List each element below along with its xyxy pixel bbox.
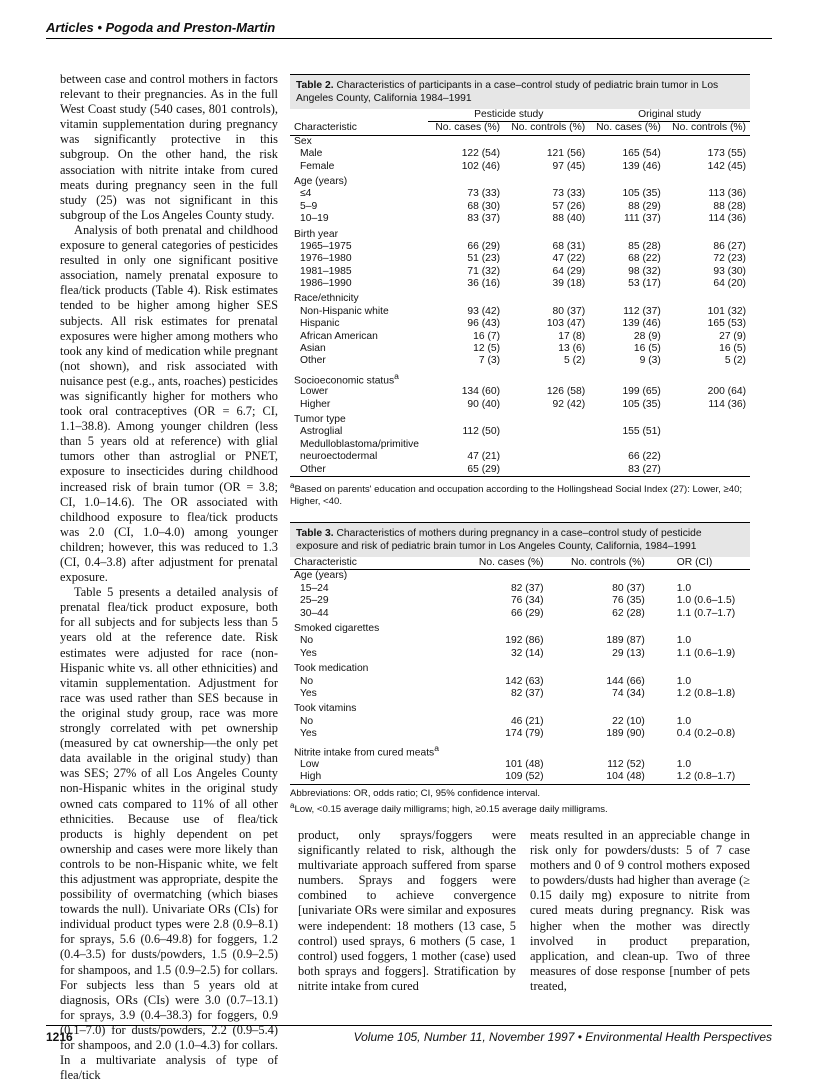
- section-row: [290, 570, 750, 583]
- section-title-text: Nitrite intake from cured meats: [294, 747, 435, 759]
- section-title: [290, 411, 750, 426]
- section-title-text: Age (years): [294, 175, 348, 187]
- table-cell: 53 (17): [628, 278, 661, 290]
- table-cell: 112 (52): [607, 758, 645, 770]
- row-label: Other: [300, 463, 326, 475]
- table-cell: [665, 439, 750, 451]
- row-label: ≤4: [300, 188, 312, 200]
- row-label: Yes: [300, 728, 317, 740]
- column-header: OR (CI): [676, 557, 713, 568]
- table-cell: 64 (29): [552, 265, 586, 277]
- group-header-pesticide: Pesticide study: [428, 109, 589, 122]
- row-label: 1981–1985: [300, 265, 352, 277]
- table-cell: 1.1 (0.6–1.9): [676, 647, 736, 659]
- table-cell: 73 (33): [467, 188, 501, 200]
- section-row: [290, 135, 750, 148]
- bottom-text-column-1: product, only sprays/foggers were significantly related to risk, although the multivariate approach suffered from sparse numbers. Sprays and foggers were combined to achieve convergence [univariate ORs were similar and exposures were independent: 18 mothers (13 case, 5 control) used sprays, 6 mothers (5 case, 1 control) used foggers, 1 mother (case) used both sprays and foggers]. Stratification by nitrite intake from cured: [298, 828, 516, 993]
- table-cell: 47 (21): [467, 451, 501, 463]
- table-cell: 68 (30): [467, 200, 501, 212]
- table-cell: 93 (42): [467, 305, 501, 317]
- table-cell: 64 (20): [713, 278, 746, 290]
- table-cell: 109 (52): [505, 771, 544, 783]
- table-row: [290, 386, 750, 398]
- footnote-marker: a: [434, 743, 439, 754]
- table-row: [290, 676, 750, 688]
- table-cell: 22 (10): [612, 715, 645, 727]
- bottom-text-column-2: meats resulted in an appreciable change in risk only for powders/dusts: 5 of 7 case mothers and 0 of 9 control mothers exposed to powders/dusts had higher than average (≥ 0.15 daily mg) exposure to nitrite from cured meats during pregnancy. Risk was higher when the mother was directly involved in product preparation, application, and clean-up. Two of three measures of dose response [number of pets treated,: [530, 828, 750, 993]
- table-cell: 66 (29): [467, 240, 501, 252]
- table-cell: [504, 426, 589, 438]
- column-header: No. cases (%): [596, 122, 661, 134]
- row-label: neuroectodermal: [300, 451, 378, 463]
- row-label: 1965–1975: [300, 240, 352, 252]
- section-title-text: Age (years): [294, 570, 348, 582]
- row-label: 10–19: [300, 213, 329, 225]
- table-row: [290, 278, 750, 290]
- table-3-label: Table 3.: [296, 528, 334, 539]
- table-cell: 76 (35): [612, 595, 645, 607]
- section-title-text: Smoked cigarettes: [294, 622, 380, 634]
- row-label: African American: [300, 330, 378, 342]
- row-label: 25–29: [300, 595, 329, 607]
- table-cell: 142 (63): [505, 675, 544, 687]
- row-label: 5–9: [300, 200, 318, 212]
- table-cell: 189 (90): [606, 728, 645, 740]
- table-cell: 72 (23): [713, 253, 746, 265]
- table-cell: 105 (35): [622, 398, 661, 410]
- group-header-original: Original study: [589, 109, 750, 122]
- table-cell: 1.1 (0.7–1.7): [676, 607, 736, 619]
- table-row: [290, 266, 750, 278]
- section-title: [290, 135, 750, 148]
- row-label: 1976–1980: [300, 253, 352, 265]
- section-title: [290, 290, 750, 305]
- table-cell: 16 (7): [473, 330, 501, 342]
- row-label: 15–24: [300, 582, 329, 594]
- table-cell: 28 (9): [633, 330, 661, 342]
- row-label: 1986–1990: [300, 278, 352, 290]
- table-cell: 126 (58): [546, 386, 586, 398]
- section-row: [290, 290, 750, 305]
- table-cell: 97 (45): [552, 160, 586, 172]
- table-row: [290, 253, 750, 265]
- table-row: [290, 464, 750, 477]
- footnote-marker: a: [290, 480, 295, 490]
- table-cell: 65 (29): [467, 463, 501, 475]
- table-cell: 114 (36): [708, 398, 746, 410]
- table-cell: [589, 439, 665, 451]
- table-cell: 1.0: [676, 758, 692, 770]
- section-title: [290, 660, 750, 675]
- table-cell: 27 (9): [719, 330, 746, 342]
- table-cell: 104 (48): [606, 771, 645, 783]
- table-cell: 142 (45): [707, 160, 746, 172]
- table-cell: 16 (5): [633, 343, 661, 355]
- table-cell: 12 (5): [473, 343, 501, 355]
- row-label: Yes: [300, 647, 317, 659]
- table-row: [290, 201, 750, 213]
- section-title: [290, 226, 750, 241]
- table-cell: 1.2 (0.8–1.7): [676, 771, 736, 783]
- table-cell: 0.4 (0.2–0.8): [676, 728, 736, 740]
- table-2-caption-text: Characteristics of participants in a case–control study of pediatric brain tumor in Los Angeles County, California 1984–1991: [296, 80, 719, 104]
- section-title: [290, 173, 750, 188]
- table-cell: 82 (37): [510, 582, 544, 594]
- paragraph: Table 5 presents a detailed analysis of prenatal flea/tick product exposure, both for all subjects and for subjects less than 5 years old at the reference date. Risk estimates were adjusted for race (non-Hispanic white vs. all other ethnicities) and vitamin supplementation. Adjustment for race was used rather than SES because in the original study group, race was more strongly correlated with pet ownership (measured by cat ownership—the only pet data available in the original study) than was SES; 27% of all Los Angeles County non-Hispanic whites in the original study owned cats compared to 11% of all other ethnicities. Because use of flea/tick products is highly dependent on pet ownership and cases were more likely than controls to be non-Hispanic white, we felt this adjustment was appropriate, despite the possibility of overmatching (which biases towards the null). Univariate ORs (CIs) for individual product types were 2.8 (0.9–8.1) for sprays, 5.6 (0.6–49.8) for foggers, 1.2 (0.4–3.5) for dusts/powders, 1.5 (0.9–2.5) for shampoos, and 1.5 (0.9–2.5) for collars. For subjects less than 5 years old at diagnosis, ORs (CIs) were 3.0 (0.7–13.1) for sprays, 3.9 (0.4–38.3) for foggers, 0.9 (0.1–7.0) for dusts/powders, 2.2 (0.9–5.4) for shampoos, and 2.0 (1.0–4.3) for collars. In a multivariate analysis of type of flea/tick: [60, 585, 278, 1083]
- row-label: Hispanic: [300, 318, 340, 330]
- section-title-text: Race/ethnicity: [294, 293, 359, 305]
- section-row: [290, 660, 750, 675]
- table-cell: 165 (53): [707, 318, 746, 330]
- table-cell: 51 (23): [467, 253, 501, 265]
- running-header: [46, 20, 772, 39]
- table-cell: 189 (87): [606, 635, 645, 647]
- table-row: [290, 241, 750, 253]
- table-cell: 13 (6): [558, 343, 586, 355]
- section-title-text: Took vitamins: [294, 703, 357, 715]
- table-cell: 103 (47): [546, 318, 586, 330]
- table-cell: 1.0: [676, 675, 692, 687]
- table-cell: 139 (46): [622, 318, 661, 330]
- row-label: Other: [300, 355, 326, 367]
- table-cell: 122 (54): [461, 148, 501, 160]
- table-row: [290, 771, 750, 784]
- section-title-text: Birth year: [294, 228, 339, 240]
- table-cell: 76 (34): [510, 595, 544, 607]
- header-separator: •: [97, 20, 102, 35]
- table-cell: 82 (37): [510, 687, 544, 699]
- section-row: [290, 411, 750, 426]
- table-cell: 112 (50): [462, 426, 501, 438]
- table-cell: 36 (16): [467, 278, 501, 290]
- row-label: No: [300, 635, 314, 647]
- table-cell: 112 (37): [623, 305, 661, 317]
- table-cell: 17 (8): [558, 330, 586, 342]
- table-row: [290, 716, 750, 728]
- table-cell: 16 (5): [719, 343, 746, 355]
- table-cell: 199 (65): [622, 386, 661, 398]
- table-cell: 90 (40): [467, 398, 501, 410]
- table-row: [290, 451, 750, 463]
- row-label: Lower: [300, 386, 329, 398]
- table-row: [290, 439, 750, 451]
- section-title-text: Socioeconomic status: [294, 375, 395, 387]
- table-cell: 93 (30): [713, 265, 746, 277]
- table-cell: 88 (40): [552, 213, 586, 225]
- table-cell: 173 (55): [707, 148, 746, 160]
- table-cell: 96 (43): [467, 318, 501, 330]
- row-label: 30–44: [300, 607, 329, 619]
- table-row: [290, 728, 750, 740]
- table-cell: 57 (26): [552, 200, 586, 212]
- table-row: [290, 688, 750, 700]
- table-cell: 88 (28): [713, 200, 746, 212]
- table-row: [290, 318, 750, 330]
- section-title: [290, 620, 750, 635]
- table-cell: [428, 439, 504, 451]
- row-label: High: [300, 771, 322, 783]
- table-cell: 29 (13): [612, 647, 645, 659]
- table-cell: [665, 426, 750, 438]
- table-cell: 105 (35): [622, 188, 661, 200]
- table-cell: 101 (48): [505, 758, 544, 770]
- column-header: Characteristic: [294, 121, 357, 133]
- table-cell: 68 (22): [628, 253, 661, 265]
- footnote-text: Based on parents' education and occupation according to the Hollingshead Social Index (27): Lower, ≥40; Higher, <40.: [290, 484, 743, 508]
- table-cell: [504, 439, 589, 451]
- table-cell: [665, 464, 750, 477]
- column-header: No. controls (%): [672, 122, 746, 134]
- table-cell: 114 (36): [708, 213, 746, 225]
- section-row: [290, 368, 750, 386]
- table-cell: 92 (42): [552, 398, 586, 410]
- section-row: [290, 700, 750, 715]
- footnote-text: Low, <0.15 average daily milligrams; high, ≥0.15 average daily milligrams.: [294, 803, 608, 815]
- table-2: [290, 74, 750, 508]
- column-header: No. controls (%): [570, 557, 645, 568]
- table-cell: 80 (37): [612, 582, 645, 594]
- table-cell: 47 (22): [552, 253, 586, 265]
- column-header: No. cases (%): [478, 557, 544, 568]
- footnote-marker: a: [290, 800, 295, 810]
- table-row: [290, 331, 750, 343]
- table-row: [290, 759, 750, 771]
- header-authors: Pogoda and Preston-Martin: [105, 20, 276, 35]
- table-cell: 102 (46): [461, 160, 501, 172]
- table-cell: 1.0: [676, 635, 692, 647]
- table-cell: 66 (29): [510, 607, 544, 619]
- column-header: No. controls (%): [511, 122, 586, 134]
- table-cell: 68 (31): [552, 240, 586, 252]
- row-label: Yes: [300, 687, 317, 699]
- column-header: No. cases (%): [435, 122, 501, 134]
- footnote-marker: a: [394, 370, 399, 381]
- table-cell: 83 (37): [467, 213, 501, 225]
- table-row: [290, 583, 750, 595]
- table-cell: 134 (60): [461, 386, 501, 398]
- page-number: 1216: [46, 1030, 73, 1044]
- table-2-grid: [290, 109, 750, 477]
- row-label: Non-Hispanic white: [300, 305, 389, 317]
- section-title: [290, 570, 750, 583]
- table-cell: 39 (18): [552, 278, 586, 290]
- section-title-text: Tumor type: [294, 414, 346, 426]
- section-row: [290, 620, 750, 635]
- table-3: [290, 522, 750, 816]
- table-cell: 155 (51): [622, 426, 661, 438]
- row-label: Low: [300, 758, 319, 770]
- table-cell: 165 (54): [622, 148, 661, 160]
- table-cell: 139 (46): [622, 160, 661, 172]
- table-cell: 66 (22): [628, 451, 661, 463]
- table-row: [290, 188, 750, 200]
- table-3-grid: [290, 557, 750, 785]
- table-row: [290, 399, 750, 411]
- table-cell: [665, 451, 750, 463]
- row-label: Higher: [300, 398, 331, 410]
- table-row: [290, 306, 750, 318]
- table-cell: 83 (27): [628, 463, 661, 475]
- section-title-text: Took medication: [294, 663, 369, 675]
- table-cell: 46 (21): [510, 715, 544, 727]
- row-label: Asian: [300, 343, 326, 355]
- table-cell: 5 (2): [564, 355, 586, 367]
- table-2-footnote: [290, 480, 750, 508]
- row-label: Female: [300, 160, 335, 172]
- row-label: Astroglial: [300, 426, 343, 438]
- table-row: [290, 608, 750, 620]
- paragraph: Analysis of both prenatal and childhood exposure to general categories of pesticides resulted in only one significant positive association, namely prenatal exposure to flea/tick products (Table 4). Risk estimates tended to be higher among higher SES subjects. All risk estimates for prenatal exposures were higher among mothers who took any kind of medication while pregnant (not shown), and risk associated with nuisance pest (e.g., ants, roaches) pesticides was significantly higher for mothers who took oral contraceptives (OR = 6.7; CI, 1.1–38.8). Among younger children (less than 5 years old at reference) with glial tumors other than astroglial or PNET, exposure to insecticides during childhood increased risk of brain tumor (OR = 3.8; CI, 1.0–14.6). The OR associated with childhood exposure to flea/tick products was 2.0 (CI, 1.0–4.0) among younger children; however, this was reduced to 1.3 (CI, 0.4–3.8) after adjustment for prenatal exposure.: [60, 222, 278, 585]
- header-section: Articles: [46, 20, 94, 35]
- section-row: [290, 226, 750, 241]
- paragraph: between case and control mothers in factors relevant to their pregnancies. As in the full West Coast study (540 cases, 801 controls), vitamin supplementation during pregnancy was significantly protective in this subgroup. On the other hand, the risk association with nitrite intake from cured meats during pregnancy seen in the full study (25) was not significant in this subgroup of the Los Angeles County study.: [60, 72, 278, 222]
- section-title: [290, 740, 750, 758]
- table-cell: 7 (3): [478, 355, 501, 367]
- row-label: No: [300, 715, 314, 727]
- table-row: [290, 355, 750, 367]
- table-cell: 74 (34): [612, 687, 645, 699]
- section-row: [290, 740, 750, 758]
- row-label: Medulloblastoma/primitive: [300, 438, 420, 450]
- table-2-label: Table 2.: [296, 80, 334, 91]
- table-cell: 80 (37): [552, 305, 586, 317]
- table-2-caption: [290, 74, 750, 109]
- table-cell: 62 (28): [612, 607, 645, 619]
- table-cell: 1.0 (0.6–1.5): [676, 595, 736, 607]
- table-cell: 192 (86): [505, 635, 544, 647]
- column-header: Characteristic: [294, 557, 357, 568]
- left-text-column: [60, 72, 278, 1083]
- table-cell: 98 (32): [628, 265, 661, 277]
- row-label: Male: [300, 148, 323, 160]
- journal-info: Volume 105, Number 11, November 1997 • Environmental Health Perspectives: [353, 1030, 772, 1044]
- table-cell: 144 (66): [606, 675, 645, 687]
- row-label: No: [300, 675, 314, 687]
- table-cell: 71 (32): [467, 265, 501, 277]
- table-cell: 85 (28): [628, 240, 661, 252]
- table-3-abbreviations: Abbreviations: OR, odds ratio; CI, 95% confidence interval.: [290, 787, 541, 799]
- table-cell: 111 (37): [623, 213, 661, 225]
- table-cell: 9 (3): [639, 355, 661, 367]
- table-cell: 73 (33): [552, 188, 586, 200]
- table-cell: 88 (29): [628, 200, 661, 212]
- table-cell: 1.0: [676, 715, 692, 727]
- table-row: [290, 213, 750, 225]
- table-cell: 32 (14): [510, 647, 544, 659]
- table-cell: 121 (56): [546, 148, 586, 160]
- table-cell: [504, 464, 589, 477]
- section-row: [290, 173, 750, 188]
- table-cell: 5 (2): [724, 355, 746, 367]
- table-row: [290, 635, 750, 647]
- table-3-caption-text: Characteristics of mothers during pregnancy in a case–control study of pesticide exposure and risk of pediatric brain tumor in Los Angeles County, California, 1984–1991: [296, 528, 702, 552]
- section-title: [290, 700, 750, 715]
- table-cell: 1.0: [676, 582, 692, 594]
- section-title: [290, 368, 750, 386]
- table-cell: 113 (36): [708, 188, 746, 200]
- table-cell: 174 (79): [505, 728, 544, 740]
- table-3-footnote: [290, 800, 750, 816]
- table-row: [290, 343, 750, 355]
- table-row: [290, 426, 750, 438]
- table-cell: 86 (27): [713, 240, 746, 252]
- table-row: [290, 148, 750, 160]
- section-title-text: Sex: [294, 135, 312, 147]
- table-row: [290, 161, 750, 173]
- page-footer: [46, 1025, 772, 1044]
- table-cell: 101 (32): [707, 305, 746, 317]
- table-cell: 200 (64): [707, 386, 746, 398]
- table-3-caption: [290, 522, 750, 557]
- table-cell: [504, 451, 589, 463]
- table-cell: 1.2 (0.8–1.8): [676, 687, 736, 699]
- table-row: [290, 595, 750, 607]
- table-row: [290, 648, 750, 660]
